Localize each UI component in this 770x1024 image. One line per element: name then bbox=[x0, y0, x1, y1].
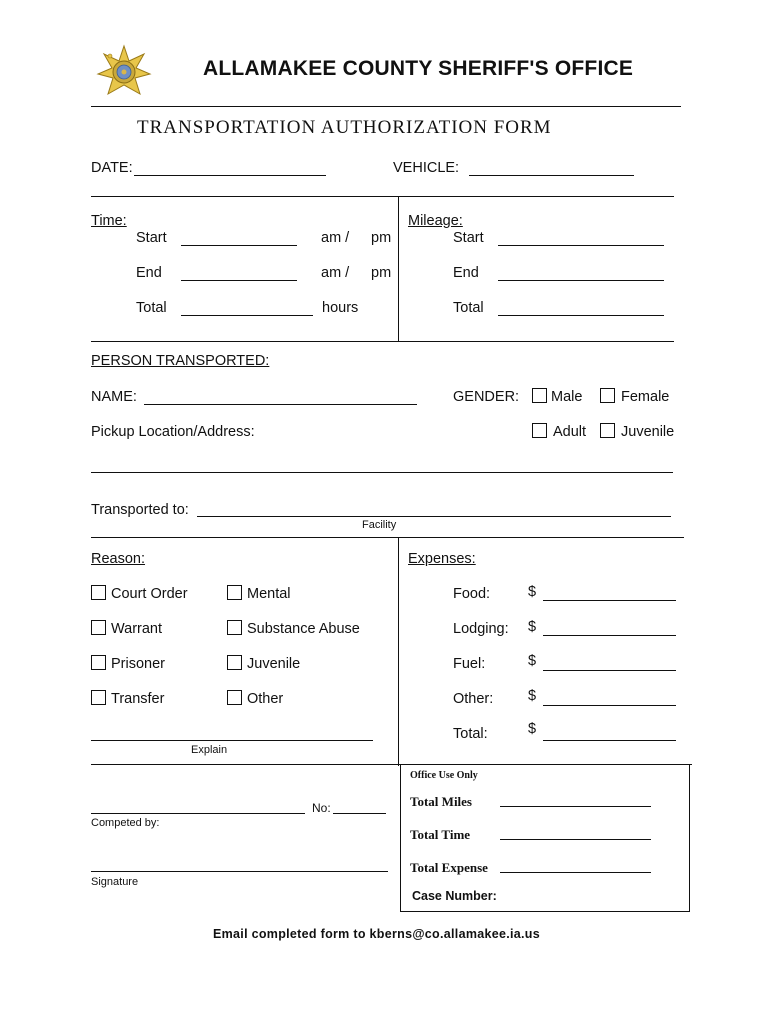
total-expense-label: Total: bbox=[453, 726, 488, 742]
mileage-start-label: Start bbox=[453, 230, 484, 246]
juvenile-reason-label: Juvenile bbox=[247, 656, 301, 672]
food-currency: $ bbox=[528, 584, 537, 600]
time-end-label: End bbox=[136, 265, 162, 281]
total-expense-currency: $ bbox=[528, 721, 537, 737]
section-rule-3 bbox=[91, 537, 684, 538]
mileage-total-field[interactable] bbox=[498, 315, 664, 316]
expenses-heading: Expenses: bbox=[408, 551, 476, 567]
juvenile-person-label: Juvenile bbox=[621, 424, 675, 440]
explain-field[interactable] bbox=[91, 740, 373, 741]
pickup-label: Pickup Location/Address: bbox=[91, 424, 255, 440]
fuel-field[interactable] bbox=[543, 670, 676, 671]
time-start-pm: pm bbox=[371, 230, 392, 246]
gender-label: GENDER: bbox=[453, 389, 520, 405]
office-box-bottom bbox=[400, 911, 690, 912]
time-total-hours: hours bbox=[322, 300, 359, 316]
food-field[interactable] bbox=[543, 600, 676, 601]
other-reason-label: Other bbox=[247, 691, 284, 707]
other-reason-checkbox[interactable] bbox=[227, 690, 242, 705]
mental-label: Mental bbox=[247, 586, 291, 602]
time-start-field[interactable] bbox=[181, 245, 297, 246]
pickup-address-field[interactable] bbox=[91, 472, 673, 473]
total-miles-field[interactable] bbox=[500, 806, 651, 807]
date-field[interactable] bbox=[134, 175, 326, 176]
adult-checkbox[interactable] bbox=[532, 423, 547, 438]
time-start-label: Start bbox=[136, 230, 167, 246]
vehicle-field[interactable] bbox=[469, 175, 634, 176]
female-label: Female bbox=[621, 389, 670, 405]
prisoner-checkbox[interactable] bbox=[91, 655, 106, 670]
section-rule-1 bbox=[91, 196, 674, 197]
office-use-heading: Office Use Only bbox=[410, 770, 478, 781]
court-order-label: Court Order bbox=[111, 586, 188, 602]
time-end-am: am / bbox=[321, 265, 350, 281]
time-total-label: Total bbox=[136, 300, 167, 316]
substance-abuse-checkbox[interactable] bbox=[227, 620, 242, 635]
email-note: Email completed form to kberns@co.allamakee.ia.us bbox=[213, 927, 540, 941]
fuel-currency: $ bbox=[528, 653, 537, 669]
other-expense-currency: $ bbox=[528, 688, 537, 704]
total-time-field[interactable] bbox=[500, 839, 651, 840]
transported-field[interactable] bbox=[197, 516, 671, 517]
other-expense-field[interactable] bbox=[543, 705, 676, 706]
total-miles-label: Total Miles bbox=[410, 794, 472, 809]
warrant-checkbox[interactable] bbox=[91, 620, 106, 635]
transfer-label: Transfer bbox=[111, 691, 165, 707]
no-label: No: bbox=[312, 801, 331, 815]
reason-expenses-divider bbox=[398, 538, 399, 766]
form-title: TRANSPORTATION AUTHORIZATION FORM bbox=[137, 117, 552, 138]
transfer-checkbox[interactable] bbox=[91, 690, 106, 705]
prisoner-label: Prisoner bbox=[111, 656, 165, 672]
lodging-currency: $ bbox=[528, 619, 537, 635]
person-heading: PERSON TRANSPORTED: bbox=[91, 353, 270, 369]
time-start-am: am / bbox=[321, 230, 350, 246]
adult-label: Adult bbox=[553, 424, 587, 440]
mileage-end-label: End bbox=[453, 265, 479, 281]
male-label: Male bbox=[551, 389, 583, 405]
office-box-right bbox=[689, 765, 690, 912]
total-expense-office-field[interactable] bbox=[500, 872, 651, 873]
total-time-label: Total Time bbox=[410, 827, 471, 842]
section-rule-4 bbox=[91, 764, 692, 765]
date-label: DATE: bbox=[91, 160, 133, 176]
explain-caption: Explain bbox=[191, 744, 228, 756]
reason-heading: Reason: bbox=[91, 551, 146, 567]
sheriff-star-badge-icon bbox=[96, 44, 152, 100]
time-end-field[interactable] bbox=[181, 280, 297, 281]
time-total-field[interactable] bbox=[181, 315, 313, 316]
total-expense-field[interactable] bbox=[543, 740, 676, 741]
header-rule bbox=[91, 106, 681, 107]
lodging-label: Lodging: bbox=[453, 621, 509, 637]
vehicle-label: VEHICLE: bbox=[393, 160, 460, 176]
time-heading: Time: bbox=[91, 213, 127, 229]
mileage-heading: Mileage: bbox=[408, 213, 463, 229]
time-mileage-divider bbox=[398, 197, 399, 342]
lodging-field[interactable] bbox=[543, 635, 676, 636]
juvenile-person-checkbox[interactable] bbox=[600, 423, 615, 438]
facility-caption: Facility bbox=[362, 519, 397, 531]
name-label: NAME: bbox=[91, 389, 137, 405]
mileage-start-field[interactable] bbox=[498, 245, 664, 246]
mileage-total-label: Total bbox=[453, 300, 484, 316]
food-label: Food: bbox=[453, 586, 491, 602]
other-expense-label: Other: bbox=[453, 691, 494, 707]
signature-caption: Signature bbox=[91, 876, 139, 888]
total-expense-office-label: Total Expense bbox=[410, 860, 488, 875]
completed-by-caption: Competed by: bbox=[91, 817, 160, 829]
office-box-left bbox=[400, 765, 401, 912]
time-end-pm: pm bbox=[371, 265, 392, 281]
transported-label: Transported to: bbox=[91, 502, 189, 518]
fuel-label: Fuel: bbox=[453, 656, 486, 672]
completed-by-field[interactable] bbox=[91, 813, 305, 814]
substance-abuse-label: Substance Abuse bbox=[247, 621, 360, 637]
juvenile-reason-checkbox[interactable] bbox=[227, 655, 242, 670]
case-number-label: Case Number: bbox=[412, 889, 497, 903]
warrant-label: Warrant bbox=[111, 621, 163, 637]
mileage-end-field[interactable] bbox=[498, 280, 664, 281]
agency-title: ALLAMAKEE COUNTY SHERIFF'S OFFICE bbox=[203, 57, 634, 80]
section-rule-2 bbox=[91, 341, 674, 342]
signature-field[interactable] bbox=[91, 871, 388, 872]
mental-checkbox[interactable] bbox=[227, 585, 242, 600]
female-checkbox[interactable] bbox=[600, 388, 615, 403]
court-order-checkbox[interactable] bbox=[91, 585, 106, 600]
name-field[interactable] bbox=[144, 404, 417, 405]
no-field[interactable] bbox=[333, 813, 386, 814]
male-checkbox[interactable] bbox=[532, 388, 547, 403]
